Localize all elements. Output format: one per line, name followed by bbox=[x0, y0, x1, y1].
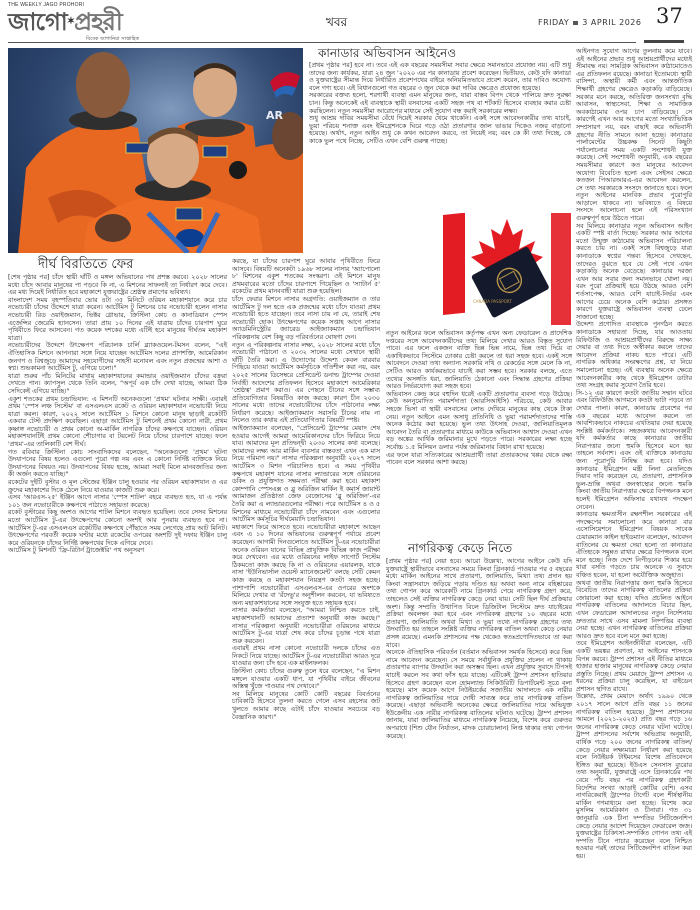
article2-subheadline: নাগরিকত্ব কেড়ে নিতে bbox=[408, 541, 513, 555]
article1-paragraph: রকেটের দুইটি বুস্টার ও মূল স্টেজের ইঞ্জিন চালু হওয়ার পর ওরিয়ন মহাকাশযান ও এর ক্রুদের মহাকাশের দিকে ঠেলে নিয়ে যাওয়ার কাজটি শুরু করে। bbox=[8, 479, 227, 494]
article1-headline: দীর্ঘ বিরতিতে ফের bbox=[38, 257, 134, 272]
article1-paragraph: মহাকাশে ফিরে আসতে হবে। নভোচারীরা মহাকাশে আছেন এবং এ ১০ দিনের অভিযানের গুরুত্বপূর্ণ পর্যায়ে প্রবেশ করেছেন। আগামী দিনগুলোতে আর্টেমিস টু-এর নভোচারীরা অনেক ওরিয়ন যানের বিভিন্ন প্রাযুক্তিক বিভিন্ন কাজ পরীক্ষা করে দেখবেন। এর মধ্যে ওরিয়নের লাইফ সাপোর্ট সিস্টেম ঠিকমতো কাজ করছে কি না ও ওরিয়নের এয়ারলক, যাকে নাসা 'ইউনিভার্সাল ওয়েস্ট ম্যানেজমেন্ট' বলছে সেটি কেমন কাজ করছে ও মহাকাশযান নিয়ন্ত্রণ কতটা সহজ হচ্ছে। পাশাপাশি নভোচারীরা এসএলএস-এর ওপরের অংশকে মিলিয়ে দেখার বা 'রঁদেভু'র অনুশীলন করবেন, যা ভবিষ্যতে অন্য মহাকাশযানের সঙ্গে সংযুক্ত হতে সহায়ক হবে। bbox=[232, 523, 380, 607]
article2-paragraph: এর ফলে যারা সত্যিকারের আশ্রয়প্রার্থী তারা প্রতারকদের খপ্পর থেকে রক্ষা পাবেন বলে সরকার আশা করছে। bbox=[386, 451, 572, 467]
article1-paragraph: চাঁদে ফেরার মিশনে নাসার অগ্রগতি: ওয়াইজম্যান ও তার আর্টেমিস টু দল হতে এক প্রজন্মের মধ্যে চাঁদে যাওয়া প্রথম নভোচারী হতে যাচ্ছেন। তবে নাসা চায় না যে, তারাই শেষ নভোচারী হোক। উৎক্ষেপণের কয়েক সপ্তাহ আগে নাসার অ্যাডমিনিস্ট্রেটর জ্যারেড আইজ্যাকম্যান চন্দ্রাভিযান পরিকল্পনায় বেশ কিছু বড় পরিবর্তনের ঘোষণা দেন। bbox=[232, 295, 380, 341]
article2-paragraph: কানাডার ক্ষমতাসীন রক্ষণশীল সরকারের এই পদক্ষেপের সমালোচনা করে কানাডা বার এসোসিয়েশনে ইমিগ্রেশন বিষয়ক সাবেক চেয়ারম্যান কাইল হাইডম্যান বলেছেন, আবেদন বাতিলের যে ক্ষমতা দেয়া হলো তা কানাডার ঐতিহ্যকে সমুন্নত রাখার ক্ষেত্রে বিপজ্জনক বলে মনে হচ্ছে। নিজ দেশে নিপীড়নের শিকার হয়ে যারা বসতি গড়তে চায় অনেকে এ সুবাদে বঞ্চিত হবেন, যা হলো অযৌক্তিক অজুহাত। bbox=[576, 511, 692, 579]
article2-paragraph: উল্লেখ্য, প্রথম মেয়াদে অর্থাৎ ১৯৯০ থেকে ২০১৭ সালে আগে প্রতি বছর ১১ জনের নাগরিকত্ব বাতিল হয়েছে। ট্রাম্প প্রশাসনের আমলে (২০২১-২০২৫) প্রতি বছর গড়ে ১৬ জনের নাগরিকত্ব কেড়ে নেয়ার ঘটনা ঘটেছে। ট্রাম্প প্রশাসনের সর্বশেষ অভিপ্রায় অনুযায়ী, বার্ষিক গড়ে ২০০ জনের নাগরিকত্ব বাতিল/কেড়ে নেয়ার লক্ষ্যমাত্রা নির্ধারণ করা হয়েছে বলে নিউইয়র্ক টাইমসের বিশেষ প্রতিবেদনে ইঙ্গিত করা হয়েছে। ইউএস সেনসাস ব্যুরোর তথ্য অনুযায়ী, যুক্তরাষ্ট্রে এসে গ্রিনকার্ডের পথ বেয়ে পাঁচ বছর পর নাগরিকত্ব গ্রহণকারী বিদেশির সংখ্যা আড়াই কোটির বেশি। এসব নাগরিকেরাই ট্রাম্পের টার্গেট বলে শীর্ষস্থানীয় মার্কিন গণমাধ্যমে বলা হচ্ছে। বিশেষ করে মুসলিম আমেরিকান ও চীনারা। গত ৩১ জানুয়ারি এক চীনা দম্পতির সিটিজেনশিপ কেড়ে নেয়ার আদেশ দিয়েছেন ফেডারেল জজ। যুক্তরাষ্ট্রের চিকিৎসা-সম্পর্কিত গোপন তথ্য এই দম্পতি চীনে পাচার করেছেন বলে নিশ্চিত হওয়ার পরই তাদের সিটিজেনশিপ বাতিল করা হয়। bbox=[576, 693, 692, 860]
article1-paragraph: একুশ শতকের প্রথম চন্দ্রাভিযান: এ মিশনটি অনেকগুলো 'প্রথম' ঘটনার সাক্ষী। এবারই প্রথম 'স্পেস লঞ্চ সিস্টেম' বা এসএলএস রকেট ও ওরিয়ন মহাকাশযান নভোচারী নিয়ে যাত্রা করল। কারণ, ২০২২ সালে আর্টেমিস ১ মিশনে কোনো মানুষ ছাড়াই রকেটটি একবার টেস্ট প্রদক্ষিণ করেছিল। এছাড়া আর্টেমিস টু মিশনেই প্রথম কোনো নারী, প্রথম কৃষ্ণাঙ্গ নভোচারী ও প্রথম কোনো অ-মার্কিন নাগরিক চাঁদের কক্ষপথে যাচ্ছেন। ওরিয়ন মহাকাশযানটিই প্রথম কোনো শৌচাগার বা টয়লেট নিয়ে চাঁদের চারপাশে যাচ্ছে। ফলে 'প্রথম'-এর তালিকাটি বেশ দীর্ঘ। bbox=[8, 395, 227, 449]
article1-paragraph: ক্রিস্টিনা কোচ চাঁদের গুরুত্ব তুলে ধরে বলেছেন, "এ মিশন মঙ্গলে যাওয়ার একটি ধাপ, যা পৃথিবীর বাইরে জীবনের অস্তিত্ব খুঁজে পাওয়ার পথ দেখাবে।" bbox=[232, 668, 380, 691]
masthead bbox=[8, 2, 692, 42]
section-name: খবর bbox=[326, 15, 348, 29]
article1-paragraph: নভোচারীদের উদ্দেশে উৎক্ষেপণ পরিচালক চার্লি ব্ল্যাকওয়েল-টমসন বলেন, "এই ঐতিহাসিক মিশনে আপনারা সঙ্গে নিয়ে যাচ্ছেন আর্টেমিস দলের প্রাণশক্তি, আমেরিকান জনগণ ও বিশ্বজুড়ে আমাদের সহযোগীদের সাহসী মনোবল এবং নতুন প্রজন্মের আশা ও স্বপ্ন। শুভকামনা আর্টেমিস টু, এগিয়ে চলো।" bbox=[8, 342, 227, 373]
article2-paragraph: [প্রথম পৃষ্ঠার পর] হবে না। তবে এই এক বছরের সময়সীমা সবার ক্ষেত্রে সমানভাবে প্রযোজ্য নয়। এটি শুধু তাদের জন্য কার্যকর, যারা ২৪ জুন '২০২০ এর পর কানাডায় প্রবেশ করেছেন। দ্বিতীয়ত, কেউ যদি কানাডা ও যুক্তরাষ্ট্রের সীমান্ত দিয়ে নির্ধারিত প্রবেশপথের বাইরে অনিয়মিতভাবে প্রবেশ করেন, তার দাবিও অযোগ্য বলে গণ্য হবে। এই বিধানগুলো গত বছরের ৩ জুন থেকে করা দাবির ক্ষেত্রেও প্রযোজ্য হয়েছে। bbox=[309, 62, 571, 92]
article2-paragraph: নতুন আইনের ফলে অভিবাসন কর্তৃপক্ষ এখন অন্য ফেডারেল ও প্রাদেশিক দপ্তরের সঙ্গে আবেদনকারীদের তথ্য মিলিয়ে দেখার আরও বিস্তৃত সুযোগ পাবে। এর ফলে একজন ব্যক্তি ভিন্ন ভিন্ন নামে, ভিন্ন তথ্য দিয়ে বা একাধিকভাবে সিস্টেমে ঢোকার চেষ্টা করলে তা ধরা সহজ হবে। একই সঙ্গে আবেদনে দেওয়া তথ্য অন্যান্য সরকারি নথি ও রেকর্ডের সঙ্গে মেলে কি না, সেটিও আরও কার্যকরভাবে যাচাই করা সম্ভব হবে। সরকার বলছে, এতে তথ্যের অসঙ্গতি ধরা, জালিয়াতি ঠেকানো এবং সিদ্ধান্ত গ্রহণের প্রক্রিয়া আরও নির্ভরযোগ্য করা সহজ হবে। bbox=[386, 330, 572, 391]
article1-column-2-text bbox=[232, 258, 380, 721]
article2-paragraph: সব মিলিয়ে কানাডার নতুন অভিবাসন আইন একটি স্পষ্ট বার্তা দিচ্ছে। সরকার আর আগের মতো উন্মুক্ত কাঠামোয় অভিবাসন পরিচালনা করতে চায় না। একই সঙ্গে বিশ্বজুড়ে যারা কানাডাকে স্বপ্নের গন্তব্য হিসেবে দেখছেন, তাদেরও বুঝতে হবে যে সেই পথে এখন কড়াকড়ি অনেক বেড়েছে। কানাডার দরজা এখন আর সবার জন্য সমানভাবে খোলা নয়। বরং পুরো প্রক্রিয়াই হয়ে উঠছে আরও বেশি শর্তসাপেক্ষ, আরও বেশি যাচাই-নির্ভর এবং আগের চেয়ে অনেক বেশি কঠোর। প্রসঙ্গত কারণে যুক্তরাষ্ট্রে অভিবাসন ব্যবস্থা ঢেলে সাজানো হচ্ছে। bbox=[576, 222, 692, 321]
day: FRIDAY bbox=[538, 18, 570, 27]
article1-paragraph: এবারই প্রথম নাসা কোনো নভোচারী দলকে চাঁদের এত নিকটে নিয়ে যাচ্ছে। আর্টেমিস টু-এর নভোচারীরা আরও দূরে যাওয়ার জন্য চাঁদ হবে এক মাইলফলক। bbox=[232, 645, 380, 668]
article2-paragraph: শুধু আশ্রয় দাবির সময়সীমা বেঁধে দিয়েই সরকার থেমে থাকেনি। একই সঙ্গে আবেদনকারীর তথ্য যাচাই, ভুয়া পরিচয় শনাক্ত এবং ইমিগ্রেশনকে ঘিরে গড়ে ওঠা প্রতারণার জাল ভাঙার দিকেও নজর বাড়ানো হয়েছে। অর্থাৎ, নতুন আইন শুধু কে কখন আবেদন করবে, তা নিয়েই নয়; বরং কে কী তথ্য দিচ্ছে, কে কাকে ভুল পথে নিচ্ছে, সেটিও এখন বেশি গুরুত্ব পাচ্ছে। bbox=[309, 115, 571, 145]
article1-paragraph: নতুন এ পরিকল্পনায় নাসার লক্ষ্য, ২০২৮ সালের মধ্যে চাঁদে নভোচারী পাঠানো ও ২০৩২ সালের মধ্যে সেখানে স্থায়ী ঘাঁটি তৈরি করা। এ উদ্যোগের উদ্দেশ্য কেবল বারবার পিছিয়ে যাওয়া আর্টেমিস কর্মসূচিকে গতিশীল করা নয়, বরং ২০২৫ সালের ডিসেম্বরে প্রেসিডেন্ট ডনাল্ড ট্রাম্পের দেওয়া নির্বাহী আদেশের প্রতিফলন হিসেবে মহাকাশে আমেরিকার 'শ্রেষ্ঠত্ব' প্রমাণ করাও। এর পেছনে চীনের সঙ্গে সম্ভাব্য প্রতিযোগিতার বিষয়টিও কাজ করছে। কারণ চীন ২০৩০ সালের মধ্যে তাদের নভোচারীদের চাঁদে পাঠানোর লক্ষ্য নির্ধারণ করেছে। আইজ্যাকম্যান সরাসরি চীনের নাম না নিলেও তার কথায় এই প্রতিযোগিতার বিষয়টি স্পষ্ট। bbox=[232, 341, 380, 425]
article2-headline: কানাডার অভিবাসন আইনেও bbox=[318, 46, 457, 60]
artemis-logo-text: AR bbox=[266, 109, 283, 122]
article1-paragraph: করছে, যা চাঁদের চারপাশ ঘুরে আবার পৃথিবীতে ফিরে আসবে। বিষয়টি অনেকটা ১৯৬৮ সালের নাসার 'অ্যাপোলো ৮' মিশনের একুশ শতকের সংস্করণ। ওই মিশনে মানুষ প্রথমবারের মতো চাঁদের চারপাশে গিয়েছিল ও 'স্যাটার্ন ৫' রকেটের প্রথম মানববাহী যাত্রা শুরু হয়েছিল। bbox=[232, 258, 380, 296]
article1-paragraph: গত রবিবার ক্রিস্টিনা কোচ সাংবাদিকদের বলেছেন, "অনেকগুলো 'প্রথম' ঘটনা উদযাপনের বিষয় হলেও এগুলো পুরো গল্প নয় এবং এ কোনো নির্দিষ্ট ব্যক্তিকে নিয়ে উদযাপনের বিষয়ও নয়। উদযাপনের বিষয় হচ্ছে, আমরা সবাই মিলে মানবজাতির জন্য কী অর্জন করতে যাচ্ছি।" bbox=[8, 448, 227, 479]
page-number-bar bbox=[644, 40, 684, 43]
article2-paragraph: অথবা জাতীয় নিরাপত্তার জন্য হুমকি হিসেবে বিবেচিত তাদের নাগরিকত্ব বাতিলের প্রক্রিয়া জোরালো করা হচ্ছে। যদিও প্রচলিত আইনে নাগরিকত্ব বাতিলের আদালতে বিচার ছিল, এখন ফেডারেল আদালতের নতুন নির্দেশনায় দ্রুততার সাথে এসব মামলা নিষ্পত্তির ব্যবস্থা নেয়া হচ্ছে। এখন নাগরিকত্ব বাতিলের প্রক্রিয়া আরও দ্রুত হবে বলে মনে করা হচ্ছে। bbox=[576, 579, 692, 640]
article2-column-3 bbox=[386, 330, 572, 467]
article1-paragraph: [শেষ পৃষ্ঠার পর] চাঁদে স্থায়ী ঘাঁটি ও মঙ্গল অভিযানের পথ প্রশস্ত করবে। ২০২৮ সালের মধ্যে চাঁদে আবার মানুষের পা পড়বে কি না, এ মিশনের সাফল্যই তা নির্ধারণ করে দেবে। এর মধ্য দিয়েই নির্ধারিত হবে মহাকাশে যুক্তরাষ্ট্রের শ্রেষ্ঠত্ব প্রমাণের ভবিষ্যৎ। bbox=[8, 274, 227, 297]
article1-paragraph: সব মিলিয়ে মানুষের কোটি কোটি বছরের বিবর্তনের চাবিকাঠি হিসেবে তুলনা করতে গেলে এসব রহস্যের জট খুলতে আমার কাছে এটাই চাঁদে যাওয়ার সবচেয়ে বড় বৈজ্ঞানিক কারণ।" bbox=[232, 690, 380, 721]
article1-paragraph: আইজ্যাকম্যান বলেছেন, "প্রেসিডেন্ট ট্রাম্পের মেয়াদ শেষ হওয়ার আগেই আমরা আমেরিকানদের চাঁদে ফিরিয়ে নিয়ে যাব। আমাদের মূল প্রতিদ্বন্দ্বী ২০৩০ সালের কথা বলেছে। আমাদের লক্ষ্য আর মার্কিন ব্যবসার বাস্তবতা এখন এক মাস নিয়ে পরিমাণ নয়।" নাসার পরিকল্পনা অনুযায়ী ২০২৭ সালে আর্টেমিস ৩ মিশন পরিচালিত হবে। এ সময় পৃথিবীর কক্ষপথে মহাকাশ যানের নাসার ল্যান্ডারের সঙ্গে ওরিয়নের ডকিং ও প্রযুক্তিগত সক্ষমতা পরীক্ষা করা হবে। মহাকাশ কোম্পানি স্পেসএক্স ও ব্লু অরিজিন মার্কিন ই কমার্স জায়ান্ট অ্যামাজন প্রতিষ্ঠাতা জেফ বেজোসের 'ব্লু অরিজিন'-এর তৈরি করা এ ল্যান্ডারগুলোর পরীক্ষা। পরে আর্টেমিস ৪ ও ৫ মিশনের মাধ্যমে নভোচারীরা চাঁদে নামবেন এবং এগুলোর আর্টেমিস কর্মসূচির দীর্ঘমেয়াদি চন্দ্রাভিযান। bbox=[232, 425, 380, 524]
article2-paragraph: [প্রথম পৃষ্ঠার পর] নেয়া হবে। আরো উল্লেখ্য, আগের আইনে কেউ যদি যুক্তরাষ্ট্রে স্থায়ীভাবে বসবাসের সময়ে কিংবা গ্রিনকার্ড পাওয়ার পর ৫ বছরের মধ্যে মার্কিন আইনের সাথে প্রতারণা, জালিয়াতি, মিথ্যা তথ্য প্রদান হয় কিংবা সন্ত্রাসবাদে জড়িয়ে পড়ায় দণ্ডিত হয় অথবা অন্য নামে বহিষ্কারের তথ্য গোপন করে আরেকটি নামে গ্রিনকার্ড পেয়ে নাগরিকত্ব গ্রহণ করে, তাহলেও সেই ব্যক্তির নাগরিকত্ব কেড়ে নেয়া যায়। সেটি ছিল দীর্ঘ প্রক্রিয়ার অংশ। কিন্তু সম্প্রতি উত্থাপিত বিলে ডিজিটাল সিস্টেমে দ্রুত যাচাইয়ের প্রক্রিয়া অবলম্বন করা হবে এবং নাগরিকত্ব গ্রহণের ১০ বছরের মধ্যে প্রতারণা, জালিয়াতি অথবা মিথ্যা ও ভুয়া তথ্যে নাগরিকত্ব গ্রহণের তথ্য উদঘাটিত হয় তাহলে সংশ্লিষ্ট ব্যক্তির নাগরিকত্ব বাতিল অথবা কেড়ে নেয়ার প্রসঙ্গ রয়েছে। এমনকি প্রশাসনের পক্ষ থেকেও স্বতঃপ্রণোদিতভাবে তা করা যাবে। bbox=[386, 558, 572, 649]
article1-paragraph: যাত্রা শুরুর পাঁচ মিনিটের মাথায় মহাকাশযানের কমান্ডার ওয়াইজম্যান চাঁদের বক্ররা দেখতে পান। ক্যাপসুল থেকে তিনি বলেন, "অপূর্ব এক চাঁদ দেখা যাচ্ছে, আমরা ঠিক সেদিকেই এগিয়ে যাচ্ছি।" bbox=[8, 372, 227, 395]
canada-passport-illustration bbox=[443, 213, 571, 325]
page-number: 37 bbox=[656, 4, 683, 28]
brand-tagline: বিবেক জাগানিয়া সাপ্তাহিক bbox=[86, 36, 140, 42]
logo-part-2: প্রহরী bbox=[74, 7, 122, 36]
canada-passport-photo bbox=[443, 213, 571, 325]
newspaper-logo[interactable] bbox=[8, 9, 122, 35]
article1-paragraph: রকেট বুস্টারের কিছু অংশও আগের শাটল মিশনে ব্যবহৃত হয়েছিল। তবে সেসব মিশনের মতো আর্টেমিস টু-এর উৎক্ষেপণের কোনো অংশই আর পুনরায় ব্যবহৃত হবে না। আর্টেমিস টু-এর এসএলএস রকেটটির কক্ষপথে পৌঁছাতে সময় লেগেছে প্রায় আট মিনিট। উৎক্ষেপণের পরবর্তী কয়েক ঘণ্টার মধ্যে রকেটের ওপরের অংশটি দুই দফায় ইঞ্জিন চালু করে ওরিয়নকে চাঁদের নির্দিষ্ট কক্ষপথের দিকে এগিয়ে দেবে। bbox=[8, 509, 227, 547]
article2-paragraph: উদ্দেশ্য প্রণোদিত ব্যবস্থাকে পুনর্গঠন করতে কানাডাকে সহায়তা দিচ্ছে, যার আওতায় রিফিউজি ও আশ্রয়প্রার্থীদের বিরুদ্ধে সাক্ষ্য দেয়ার বা তথ্য দিতে অস্বীকার করলে তাদের আবেদন প্রক্রিয়া নাকচ হতে পারে। এটি নাগরিক অধিকার সংরক্ষণের প্রশ্ন, যা নিয়ে সমালোচনা হচ্ছে। এই ব্যবস্থায় অনেক ক্ষেত্রে আবেদনকারীর কাছ থেকে ইমিগ্রেশন ডাটার তথ্য সংগ্রহ করার সুযোগ তৈরি হবে। bbox=[576, 321, 692, 390]
article2-paragraph: অনেকে ঐতিহাসিক পরিবর্তন (বর্তমান অভিবাসন সমর্থক হিসেবে) করে ভিন্ন নামে আবেদন করেছেন। সে সময়ে সর্বাধুনিক প্রযুক্তির প্রচলন না থাকায় প্রতারণার ব্যাপার উদঘাটন করা অসম্ভব ছিল। এখন প্রযুক্তির সুবাদে টিপসই যাচাই করলে সব কথা ফাঁস হয়ে যাচ্ছে। এটিকেই ট্রাম্প প্রশাসন হাতিয়ার হিসেবে গ্রহণ করেছেন বলে হোমল্যান্ড সিকিউরিটি ডিপার্টমেন্ট সূত্রে বলা হয়েছে। মাস কয়েক আগে নিউইয়র্কের সজাতীয় আদালতে এক নারীর নাগরিকত্ব জালিয়াতির দায়ে দোষী সাব্যস্ত করে তার নাগরিকত্ব বাতিল করেছে। এছাড়া অভিবাসী অনেকের ক্ষেত্রে জালিয়াতির দায়ে অভিযুক্ত ইউক্রেনীয় এক নারীর নাগরিকত্ব বাতিলের ঘটনাও ঘটেছে। ট্রাম্প প্রশাসন জানায়, যারা জালিয়াতির মাধ্যমে নাগরিকত্ব নিয়েছে, বিশেষ করে গুরুতর অপরাধে (শিশু যৌন নির্যাতন, মাদক চোরাচালান) লিপ্ত থাকার তথ্য গোপন করেছে। bbox=[386, 649, 572, 740]
article2-column-5 bbox=[576, 48, 692, 861]
astronauts-photo bbox=[8, 48, 303, 253]
article2-paragraph: সরকারের বক্তব্য হলো, শরণার্থী ব্যবস্থা এমন মানুষের জন্য, যারা বাস্তব বিপদ থেকে পালিয়ে দ্রুত সুরক্ষা চান। কিন্তু অনেকেই এই ব্যবস্থাকে স্থায়ী বসবাসের একটি সহজ পথ বা শর্টকাট হিসেবে ব্যবহার করার চেষ্টা করছিলেন। নতুন সময়সীমা আরোপের মাধ্যমে সেই সুযোগ বন্ধ করাই সরকারের লক্ষ্য। bbox=[309, 92, 571, 115]
article2-column-4 bbox=[386, 558, 572, 740]
logo-part-1: জাগো bbox=[8, 7, 67, 36]
article1-paragraph: আর্টেমিস টু মিশনটি 'ফ্রি-রিটার্ন ট্রাজেক্টরি' পথ অনুসরণ bbox=[8, 547, 145, 555]
article2-column-1 bbox=[309, 62, 571, 146]
article2-paragraph: আইনগত সুযোগ আগের তুলনায় কমে যাবে। এই আইনের প্রভাব শুধু আশ্রয়প্রার্থীদের মধ্যেই সীমাবদ্ধ নয়। সামগ্রিক অভিবাসন কাঠামোতেও এর প্রতিফলন রয়েছে। কানাডা ইতোমধ্যে স্থায়ী বাসিন্দা, অস্থায়ী কর্মী এবং আন্তর্জাতিক শিক্ষার্থী গ্রহণের ক্ষেত্রেও কড়াকড়ি বাড়িয়েছে। সরকার মনে করছে, অতিরিক্ত জনসংখ্যা বৃদ্ধি আবাসন, স্বাস্থ্যসেবা, শিক্ষা ও সামাজিক অবকাঠামোর ওপর চাপ বাড়িয়েছে। সে কারণেই এখন আর আগের মতো সংখ্যাভিত্তিক সম্প্রসারণ নয়, বরং বাছাই করে অভিবাসী গ্রহণের নীতি সামনে আনা হচ্ছে। কানাডার পার্লামেন্টের উচ্চকক্ষ সিনেট কিছুটা পর্যালোচনার সময় একটি সংশোধনী যুক্ত করেছে। সেই সংশোধনী অনুযায়ী, এক বছরের সময়সীমার কারণে কত মানুষের আবেদন অযোগ্য বিবেচিত হলো এবং সেইসব ক্ষেত্রে কতজন পিআরআরএ-এর আবেদন করলেন, সে তথ্য সরকারকে সংসদে জানাতে হবে। ফলে নতুন আইনের মানবিক প্রভাব পুরোপুরি আড়ালে থাকবে না। ভবিষ্যতে এ বিষয়ে সংসদে আলোচনা হলে এই পরিসংখ্যান গুরুত্বপূর্ণ হয়ে উঠতে পারে। bbox=[576, 48, 692, 223]
article1-paragraph: নাসার কর্মকর্তারা বলেছেন, "আমরা নিশ্চিত করতে চাই, মহাকাশযানটি আমাদের প্রত্যাশা অনুযায়ী কাজ করছে।" নাসার পরিকল্পনা অনুযায়ী নভোচারীরা ওরিয়নের মাধ্যমে আর্টেমিস টু-এর যাত্রা শেষ করে চাঁদের চূড়ান্ত পথে যাত্রা শুরু করবেন। bbox=[232, 607, 380, 645]
article1-paragraph: এসব 'আরএস-২৫' ইঞ্জিন আগে নাসার 'স্পেস শাটল' বহরে ব্যবহৃত হত, যা এ পর্যন্ত ১০১ জন নভোচারীকে কক্ষপথে পাঠাতে সহায়তা করেছে। bbox=[8, 494, 227, 509]
article2-paragraph: অভিবাসন কেন্দ্র করে বহুদিন ধরেই একটি প্রতারণার ব্যবসা গড়ে উঠেছে। কেউ অননুমোদিত পরামর্শদাতা (আরসিআইসি) পরিচয়ে, কেউ আবার সহজে ভিসা বা স্থায়ী বসবাসের লোভ দেখিয়ে মানুষের কাছ থেকে টাকা নেয়। নতুন আইনে এমন অসাধু প্রতিনিধি ও ভুয়া পরামর্শদাতাদের শাস্তি অনেক কঠোর করা হয়েছে। ভুল তথ্য উৎসাহ দেওয়া, জালিয়াতিমূলক আবেদন তৈরি বা প্রতারণার মাধ্যমে কাউকে অভিবাসন আশ্বাস দেওয়া এখন বড় অঙ্কের আর্থিক জরিমানার মুখে পড়তে পারে। সরকারের লক্ষ্য হচ্ছে সর্বোচ্চ ১.৫ মিলিয়ন ডলার পর্যন্ত জরিমানার বিধান রাখা হয়েছে। bbox=[386, 390, 572, 451]
header-divider bbox=[8, 42, 636, 43]
passport-text: CANADA PASSPORT bbox=[473, 299, 512, 304]
date: 3 APRIL 2026 bbox=[582, 18, 642, 27]
article2-paragraph: সি-১২ এর কারণে কতটা জাতীয় সম্মান ঘটবে এবং রিফিউজি আগমনে কতটা ভাটা পড়বে তা দেখার পালা। কারণ, কানাডায় প্রবেশের পর এক বছরের মধ্যে আবেদন করলে তা আবশ্যিকভাবে নাকচের এখতিয়ার দেয়া হয়েছে সংশ্লিষ্ট কর্মকর্তাকে। সহজকথায় আবেদনকারী যদি কর্মকর্তার কাছে কানাডার জাতীয় নিরাপত্তার জন্যে হুমকি হিসেবে মনে হয় তাহলে সর্বনাশ। এবং ওই ব্যক্তিকে কানাডায় জন্য পুরোপুরি নিষিদ্ধ করা হবে। যদিও কানাডার ইমিগ্রেশন মন্ত্রী লিনা মেতলিজে দিয়াব দাবি করেছেন যে, প্রতারণা, প্রশাসনিক ভুল-ভ্রান্তি অথবা জনস্বাস্থ্যের জন্যে হুমকি কিংবা জাতীয় নিরাপত্তার ক্ষেত্রে বিপজ্জনক মনে হলেই ইমিগ্রেশন অফিসার যথাযথ পদক্ষেপ নেবেন। bbox=[576, 389, 692, 511]
brand-english-name: THE WEEKLY JAGO PROHORI bbox=[8, 2, 85, 8]
article1-paragraph: বাংলাদেশ সময় বৃহস্পতিবার ভোর ৪টা ৩৫ মিনিটে ওরিয়ন মহাকাশযানে করে চার নভোচারী চাঁদের উদ্দেশে যাত্রা করেন। আর্টেমিস টু মিশনের চার নভোচারী হলেন নাসার নভোচারী রিড ওয়াইজম্যান, ভিক্টর গ্লোভার, ক্রিস্টিনা কোচ ও কানাডিয়ান স্পেস এজেন্সির জেরেমি হ্যানসেন। তারা প্রায় ১০ দিনের এই যাত্রায় চাঁদের চারপাশ ঘুরে পৃথিবীতে ফিরে আসবেন। গত কয়েক দশকের মধ্যে এটিই হবে মানুষের দীর্ঘতম মহাকাশ যাত্রা। bbox=[8, 296, 227, 342]
flag-red-band bbox=[443, 213, 465, 315]
dateline bbox=[538, 18, 642, 27]
separator-square-icon bbox=[573, 21, 578, 25]
article2-paragraph: তবে ইমিগ্রেশন আইনজীবীরা বলেছেন, এটি একটি ভয়ঙ্কর প্রবণতা, যা আইনের শাসনকে বিপন্ন করবে। ট্রাম্প প্রশাসন এই নীতির মাধ্যমে হাজার হাজার মানুষের নাগরিকত্ব কেড়ে নেয়ার প্রস্তুতি নিচ্ছে। প্রথম মেয়াদে ট্রাম্প প্রশাসন এ ধরনের প্রক্রিয়া চালু করেছিল, যা বাইডেন প্রশাসন স্থগিত রাখে। bbox=[576, 640, 692, 693]
star-icon: ✶ bbox=[66, 16, 75, 27]
astronauts-illustration bbox=[8, 48, 303, 253]
article1-column-1 bbox=[8, 274, 227, 555]
